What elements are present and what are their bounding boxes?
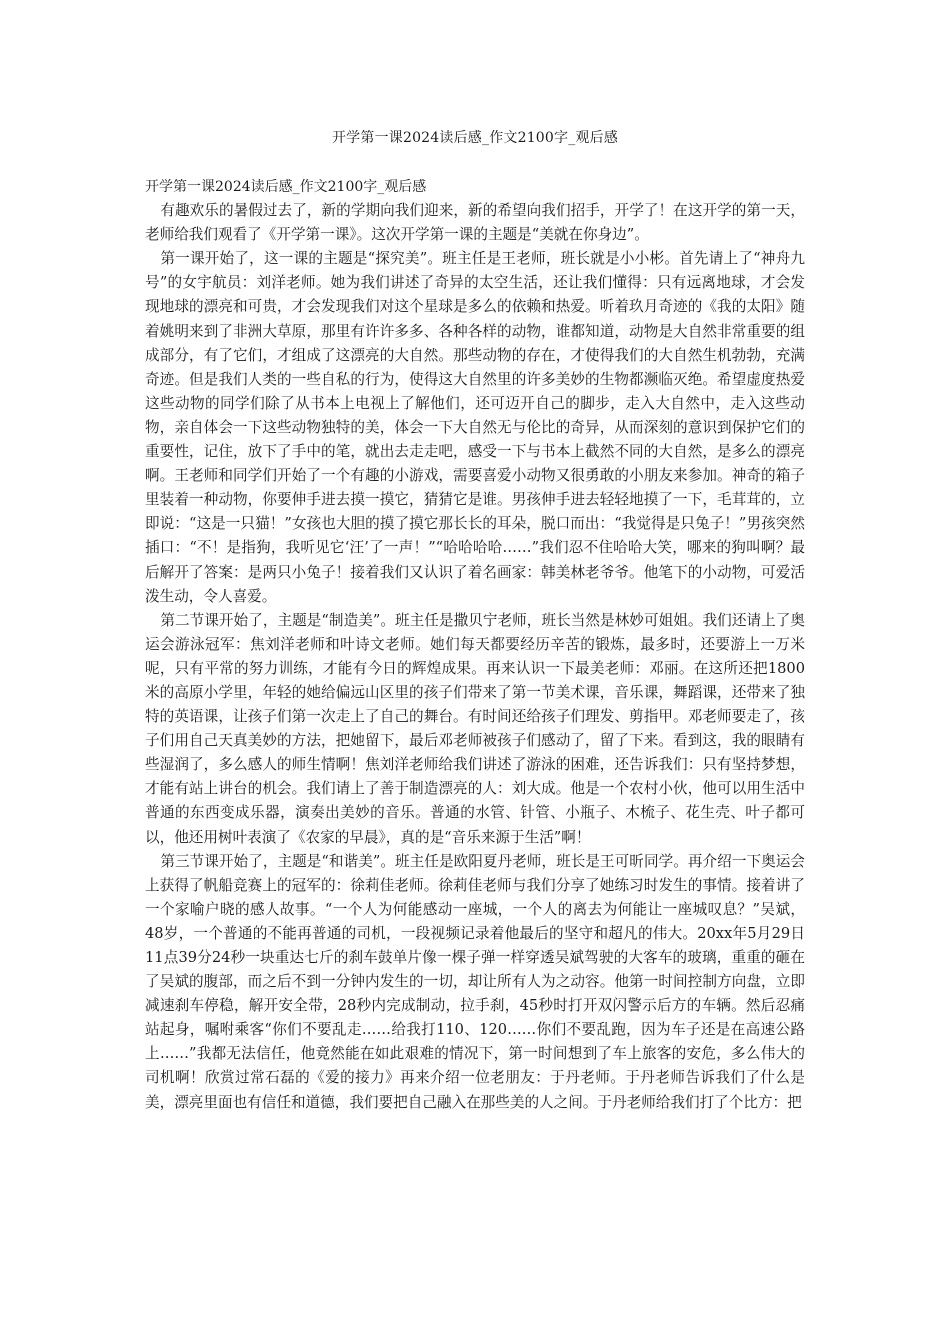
paragraph: 第三节课开始了，主题是“和谐美”。班主任是欧阳夏丹老师，班长是王可昕同学。再介绍一下奥运会上获得了帆船竞赛上的冠军的：徐莉佳老师。徐莉佳老师与我们分享了她练习时发生的事情。接着讲了一个家喻户晓的感人故事。“一个人为何能感动一座城，一个人的离去为何能让一座城叹息？”吴斌，48岁，一个普通的不能再普通的司机，一段视频记录着他最后的坚守和超凡的伟大。20xx年5月29日11点39分24秒一块重达七斤的刹车鼓单片像一棵子弹一样穿透吴斌驾驶的大客车的玻璃，重重的砸在了吴斌的腹部，而之后不到一分钟内发生的一切，却让所有人为之动容。他第一时间控制方向盘，立即减速刹车停稳，解开安全带，28秒内完成制动，拉手刹，45秒时打开双闪警示后方的车辆。然后忍痛站起身，嘱咐乘客“你们不要乱走……给我打110、120……你们不要乱跑，因为车子还是在高速公路上……”我都无法信任，他竟然能在如此艰难的情况下，第一时间想到了车上旅客的安危，多么伟大的司机啊！欣赏过常石磊的《爱的接力》再来介绍一位老朋友：于丹老师。于丹老师告诉我们了什么是美，漂亮里面也有信任和道德，我们要把自己融入在那些美的人之间。于丹老师给我们打了个比方：把	[145, 852, 805, 1111]
document-body	[145, 175, 805, 1115]
document-title: 开学第一课2024读后感_作文2100字_观后感	[331, 130, 619, 146]
paragraph: 第一课开始了，这一课的主题是“探究美”。班主任是王老师，班长就是小小彬。首先请上了“神舟九号”的女宇航员：刘洋老师。她为我们讲述了奇异的太空生活，还让我们懂得：只有远离地球，才会发现地球的漂亮和可贵，才会发现我们对这个星球是多么的依赖和热爱。听着玖月奇迹的《我的太阳》随着姚明来到了非洲大草原，那里有许许多多、各种各样的动物，谁都知道，动物是大自然非常重要的组成部分，有了它们，才组成了这漂亮的大自然。那些动物的存在，才使得我们的大自然生机勃勃，充满奇迹。但是我们人类的一些自私的行为，使得这大自然里的许多美妙的生物都濒临灭绝。希望虚度热爱这些动物的同学们除了从书本上电视上了解他们，还可迈开自己的脚步，走入大自然中，走入这些动物，亲自体会一下这些动物独特的美，体会一下大自然无与伦比的奇异，从而深刻的意识到保护它们的重要性，记住，放下了手中的笔，就出去走走吧，感受一下与书本上截然不同的大自然，是多么的漂亮啊。王老师和同学们开始了一个有趣的小游戏，需要喜爱小动物又很勇敢的小朋友来参加。神奇的箱子里装着一种动物，你要伸手进去摸一摸它，猜猜它是谁。男孩伸手进去轻轻地摸了一下，毛茸茸的，立即说：“这是一只猫！”女孩也大胆的摸了摸它那长长的耳朵，脱口而出：“我觉得是只兔子！”男孩突然插口：“不！是指狗，我听见它‘汪’了一声！”“哈哈哈哈……”我们忍不住哈哈大笑，哪来的狗叫啊？最后解开了答案：是两只小兔子！接着我们又认识了着名画家：韩美林老爷爷。他笔下的小动物，可爱活泼生动，令人喜爱。	[145, 250, 805, 605]
document-subtitle: 开学第一课2024读后感_作文2100字_观后感	[145, 179, 427, 195]
paragraph: 第二节课开始了，主题是“制造美”。班主任是撒贝宁老师，班长当然是林妙可姐姐。我们还请上了奥运会游泳冠军：焦刘洋老师和叶诗文老师。她们每天都要经历辛苦的锻炼，最多时，还要游上一万米呢，只有平常的努力训练，才能有今日的辉煌成果。再来认识一下最美老师：邓丽。在这所还把1800米的高原小学里，年轻的她给偏远山区里的孩子们带来了第一节美术课，音乐课，舞蹈课，还带来了独特的英语课，让孩子们第一次走上了自己的舞台。有时间还给孩子们理发、剪指甲。邓老师要走了，孩子们用自己天真美妙的方法，把她留下，最后邓老师被孩子们感动了，留了下来。看到这，我的眼睛有些湿润了，多么感人的师生情啊！焦刘洋老师给我们讲述了游泳的困难，还告诉我们：只有坚持梦想，才能有站上讲台的机会。我们请上了善于制造漂亮的人：刘大成。他是一个农村小伙，他可以用生活中普通的东西变成乐器，演奏出美妙的音乐。普通的水管、针管、小瓶子、木梳子、花生壳、叶子都可以，他还用树叶表演了《农家的早晨》，真的是“音乐来源于生活”啊！	[145, 611, 805, 846]
paragraph: 有趣欢乐的暑假过去了，新的学期向我们迎来，新的希望向我们招手，开学了！在这开学的第一天，老师给我们观看了《开学第一课》。这次开学第一课的主题是“美就在你身边”。	[145, 202, 805, 244]
